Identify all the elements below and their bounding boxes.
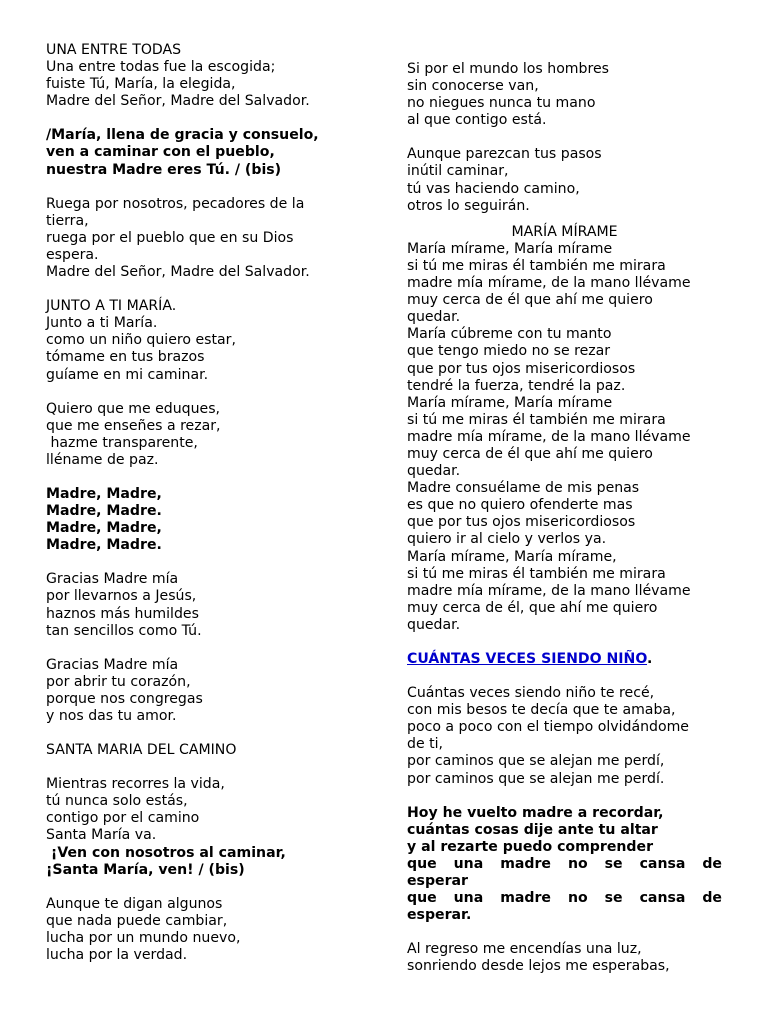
lyric-line: sonriendo desde lejos me esperabas, — [407, 958, 670, 975]
verse-stanza — [46, 776, 366, 879]
right-column — [407, 61, 722, 993]
lyric-line: María mírame, María mírame — [407, 394, 613, 411]
lyric-line: por caminos que se alejan me perdí, — [407, 753, 665, 770]
verse-stanza — [46, 571, 366, 639]
lyric-line: es que no quiero ofenderte mas — [407, 497, 633, 514]
lyric-line: si tú me miras él también me mirara — [407, 411, 666, 428]
song-title: UNA ENTRE TODAS — [46, 42, 182, 58]
lyric-line: madre mía mírame, de la mano llévame — [407, 275, 691, 292]
verse-stanza — [46, 196, 366, 281]
lyric-line: tierra, — [46, 212, 89, 229]
chorus-stanza — [46, 486, 366, 554]
title-period: . — [647, 651, 653, 667]
lyric-line: Quiero que me eduques, — [46, 400, 221, 417]
lyric-line: nuestra Madre eres Tú. / (bis) — [46, 161, 282, 178]
lyric-line: Madre, Madre. — [46, 537, 162, 554]
lyric-line: lléname de paz. — [46, 451, 159, 468]
song-title: JUNTO A TI MARÍA. — [46, 298, 177, 315]
lyric-line: Gracias Madre mía — [46, 571, 179, 588]
lyric-line: Al regreso me encendías una luz, — [407, 941, 642, 958]
lyric-line: Santa María va. — [46, 827, 157, 844]
song-junto-a-ti-maria — [46, 298, 366, 383]
lyric-line: ruega por el pueblo que en su Dios — [46, 229, 294, 246]
song-santa-maria-del-camino-title — [46, 742, 366, 759]
song-title: SANTA MARIA DEL CAMINO — [46, 742, 237, 759]
lyric-line: esperar. — [407, 907, 472, 924]
lyric-line: madre mía mírame, de la mano llévame — [407, 428, 691, 445]
lyric-line: Madre del Señor, Madre del Salvador. — [46, 93, 310, 110]
lyric-line: que nada puede cambiar, — [46, 912, 228, 929]
lyric-line: Gracias Madre mía — [46, 656, 179, 673]
lyric-line: Junto a ti María. — [46, 315, 158, 332]
verse-stanza — [407, 685, 722, 788]
lyric-line: Madre del Señor, Madre del Salvador. — [46, 264, 310, 281]
lyric-line: quedar. — [407, 309, 461, 326]
lyric-line: madre mía mírame, de la mano llévame — [407, 582, 691, 599]
lyric-line: porque nos congregas — [46, 690, 203, 707]
lyric-line: contigo por el camino — [46, 810, 200, 827]
lyric-line: Mientras recorres la vida, — [46, 776, 225, 793]
lyric-line: no niegues nunca tu mano — [407, 95, 596, 112]
lyric-line: espera. — [46, 246, 99, 263]
lyric-line: por llevarnos a Jesús, — [46, 588, 197, 605]
verse-stanza — [46, 401, 366, 469]
lyric-line: tan sencillos como Tú. — [46, 622, 202, 639]
lyric-line: que una madre no se cansa de — [407, 855, 722, 872]
lyric-line: que tengo miedo no se rezar — [407, 343, 611, 360]
lyric-line: cuántas cosas dije ante tu altar — [407, 821, 658, 838]
lyric-line: Madre, Madre, — [46, 485, 162, 502]
lyric-line: fuiste Tú, María, la elegida, — [46, 76, 236, 93]
lyric-line: Si por el mundo los hombres — [407, 61, 609, 77]
chorus-stanza — [46, 127, 366, 178]
lyric-line: tú vas haciendo camino, — [407, 180, 580, 197]
lyric-line: como un niño quiero estar, — [46, 332, 236, 349]
lyric-line: que por tus ojos misericordiosos — [407, 514, 636, 531]
lyric-line: al que contigo está. — [407, 112, 547, 129]
lyric-line: Ruega por nosotros, pecadores de la — [46, 195, 305, 212]
lyric-line: si tú me miras él también me mirara — [407, 565, 666, 582]
lyric-line: con mis besos te decía que te amaba, — [407, 702, 676, 719]
lyric-line: María cúbreme con tu manto — [407, 326, 612, 343]
lyric-line: Madre, Madre, — [46, 520, 162, 537]
lyric-line: quedar. — [407, 463, 461, 480]
lyric-line: de ti, — [407, 736, 444, 753]
lyric-line: Aunque parezcan tus pasos — [407, 146, 602, 163]
lyric-line: que por tus ojos misericordiosos — [407, 360, 636, 377]
lyric-line: lucha por la verdad. — [46, 947, 188, 964]
lyric-line: /María, llena de gracia y consuelo, — [46, 127, 319, 144]
lyric-line: poco a poco con el tiempo olvidándome — [407, 719, 689, 736]
lyric-line: ¡Ven con nosotros al caminar, — [46, 844, 286, 861]
lyric-line: María mírame, María mírame, — [407, 548, 617, 565]
lyric-line: María mírame, María mírame — [407, 240, 613, 257]
lyric-line: sin conocerse van, — [407, 78, 539, 95]
lyric-line: muy cerca de él que ahí me quiero — [407, 445, 653, 462]
lyric-line: Madre consuélame de mis penas — [407, 480, 640, 497]
lyric-line: Cuántas veces siendo niño te recé, — [407, 685, 655, 702]
lyric-line: quiero ir al cielo y verlos ya. — [407, 531, 607, 548]
verse-stanza — [46, 896, 366, 964]
lyric-line: que una madre no se cansa de — [407, 890, 722, 907]
chorus-stanza — [407, 805, 722, 925]
verse-stanza — [407, 941, 722, 975]
lyric-line: que me enseñes a rezar, — [46, 417, 221, 434]
lyric-line: quedar. — [407, 616, 461, 633]
lyric-line: por caminos que se alejan me perdí. — [407, 770, 665, 787]
lyric-line: otros lo seguirán. — [407, 197, 530, 214]
lyric-line: inútil caminar, — [407, 163, 509, 180]
lyric-line: si tú me miras él también me mirara — [407, 257, 666, 274]
lyric-line: muy cerca de él que ahí me quiero — [407, 292, 653, 309]
verse-stanza — [46, 657, 366, 725]
verse-stanza — [407, 61, 722, 129]
lyric-line: Hoy he vuelto madre a recordar, — [407, 804, 664, 821]
lyric-line: tú nunca solo estás, — [46, 793, 188, 810]
song-title: MARÍA MÍRAME — [511, 223, 618, 240]
left-column — [46, 42, 366, 981]
lyric-line: y nos das tu amor. — [46, 708, 177, 724]
lyric-line: lucha por un mundo nuevo, — [46, 929, 241, 946]
song-una-entre-todas-verse — [46, 42, 366, 110]
lyric-line: tendré la fuerza, tendré la paz. — [407, 377, 626, 394]
cuantas-veces-link[interactable]: CUÁNTAS VECES SIENDO NIÑO — [407, 651, 648, 667]
lyric-line: guíame en mi caminar. — [46, 366, 209, 383]
lyric-line: tómame en tus brazos — [46, 349, 205, 366]
lyric-line: haznos más humildes — [46, 605, 199, 622]
lyric-line: ven a caminar con el pueblo, — [46, 144, 275, 161]
lyric-line: muy cerca de él, que ahí me quiero — [407, 599, 658, 616]
song-cuantas-veces-title-row — [407, 651, 722, 668]
lyric-line: y al rezarte puedo comprender — [407, 838, 654, 855]
lyric-line: Madre, Madre. — [46, 503, 162, 520]
lyric-line: por abrir tu corazón, — [46, 673, 191, 690]
verse-stanza — [407, 146, 722, 214]
lyric-line: hazme transparente, — [46, 434, 198, 451]
lyric-line: Aunque te digan algunos — [46, 895, 223, 912]
lyric-line: Una entre todas fue la escogida; — [46, 59, 276, 76]
song-maria-mirame — [407, 224, 722, 634]
lyric-line: esperar — [407, 873, 469, 890]
lyric-line: ¡Santa María, ven! / (bis) — [46, 861, 245, 878]
